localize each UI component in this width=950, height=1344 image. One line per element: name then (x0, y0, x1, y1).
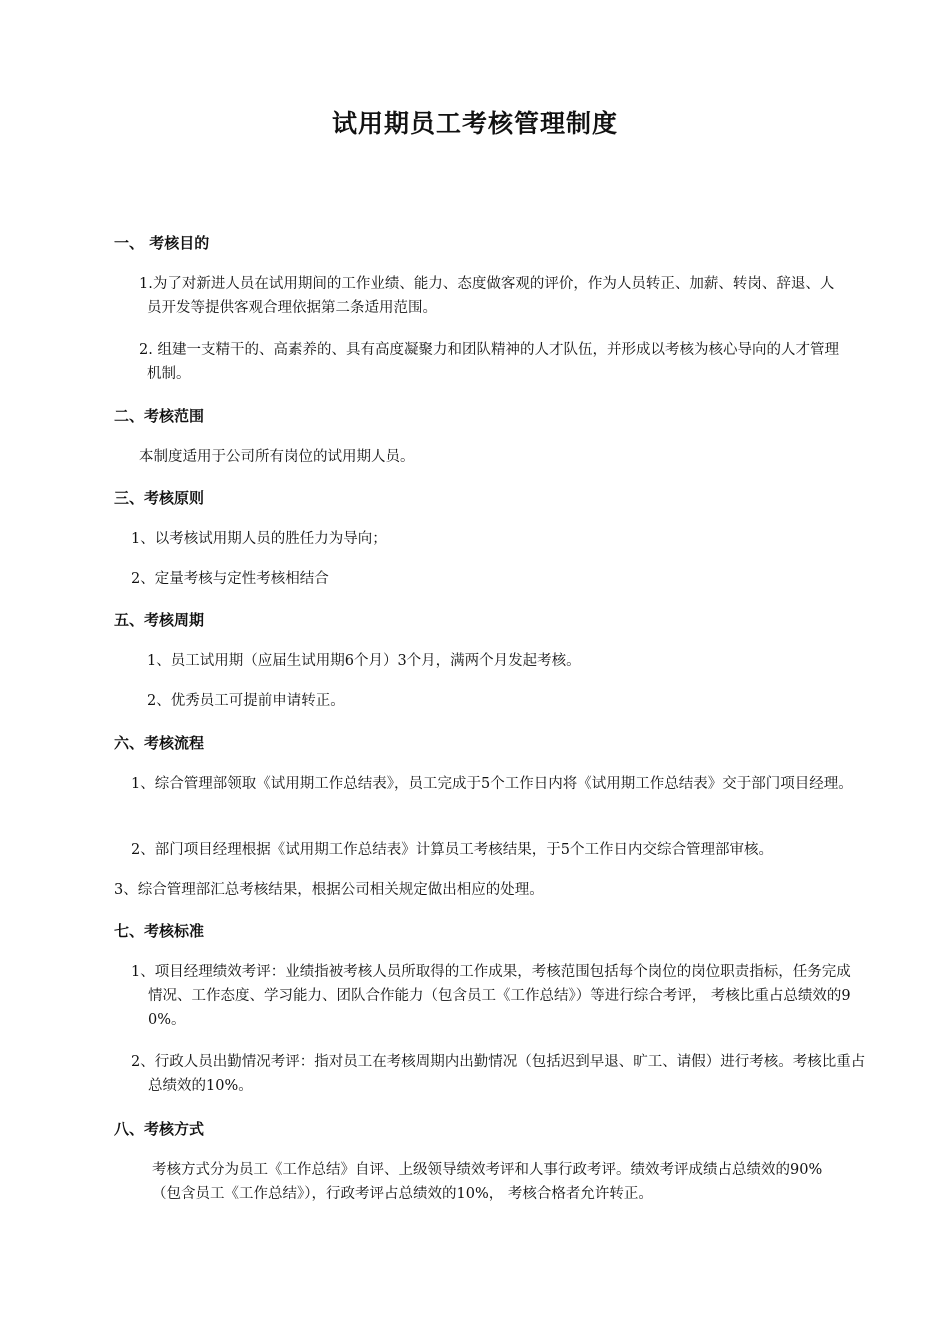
process-item-2: 2、部门项目经理根据《试用期工作总结表》计算员工考核结果，于5个工作日内交综合管理部审核。 (131, 842, 773, 858)
section-heading-scope: 二、考核范围 (114, 407, 205, 425)
document-title: 试用期员工考核管理制度 (331, 109, 618, 138)
process-item-3: 3、综合管理部汇总考核结果，根据公司相关规定做出相应的处理。 (114, 882, 544, 898)
principle-item-2: 2、定量考核与定性考核相结合 (131, 571, 329, 587)
scope-text: 本制度适用于公司所有岗位的试用期人员。 (139, 449, 415, 465)
cycle-item-2: 2、优秀员工可提前申请转正。 (147, 693, 345, 709)
section-heading-standards: 七、考核标准 (114, 922, 205, 940)
section-heading-process: 六、考核流程 (114, 734, 205, 752)
section-heading-purpose: 一、 考核目的 (114, 234, 210, 252)
purpose-item-2: 2. 组建一支精干的、高素养的、具有高度凝聚力和团队精神的人才队伍，并形成以考核为核心导向的人才管理机制。 (139, 342, 839, 382)
section-heading-principles: 三、考核原则 (114, 489, 205, 507)
purpose-item-1: 1.为了对新进人员在试用期间的工作业绩、能力、态度做客观的评价，作为人员转正、加薪、转岗、辞退、人员开发等提供客观合理依据第二条适用范围。 (139, 276, 835, 316)
method-text: 考核方式分为员工《工作总结》自评、上级领导绩效考评和人事行政考评。绩效考评成绩占总绩效的90%（包含员工《工作总结》），行政考评占总绩效的10%， 考核合格者允许转正。 (152, 1162, 823, 1202)
standards-item-2: 2、行政人员出勤情况考评：指对员工在考核周期内出勤情况（包括迟到早退、旷工、请假）进行考核。考核比重占总绩效的10%。 (131, 1054, 866, 1094)
principle-item-1: 1、以考核试用期人员的胜任力为导向； (131, 531, 387, 547)
section-heading-method: 八、考核方式 (114, 1120, 205, 1138)
cycle-item-1: 1、员工试用期（应届生试用期6个月）3个月，满两个月发起考核。 (147, 653, 581, 669)
standards-item-1: 1、项目经理绩效考评：业绩指被考核人员所取得的工作成果，考核范围包括每个岗位的岗位职责指标，任务完成情况、工作态度、学习能力、团队合作能力（包含员工《工作总结》）等进行综合考评， 考核比重占总绩效的90%。 (131, 964, 851, 1028)
section-heading-cycle: 五、考核周期 (114, 611, 205, 629)
process-item-1: 1、综合管理部领取《试用期工作总结表》，员工完成于5个工作日内将《试用期工作总结表》交于部门项目经理。 (131, 776, 853, 792)
